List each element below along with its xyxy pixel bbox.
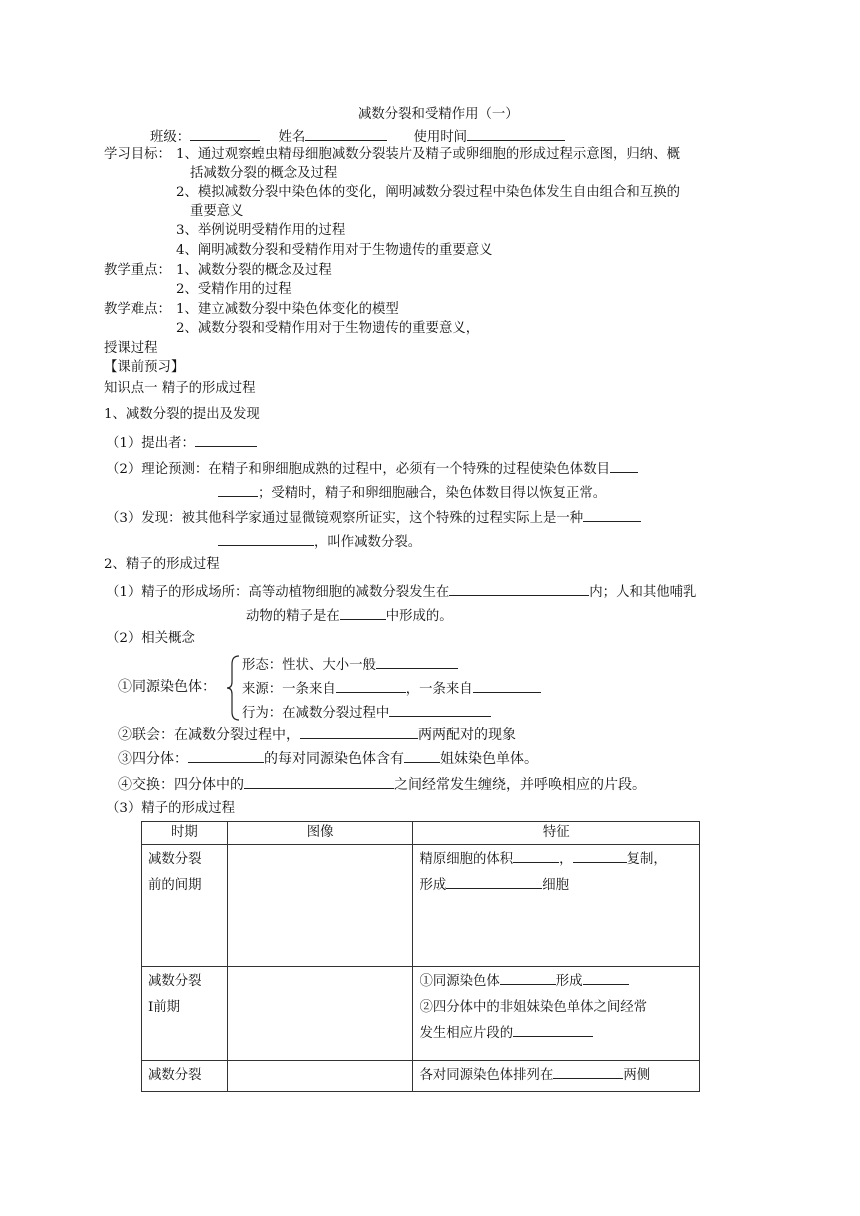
synapsis-text-b: 两两配对的现象 bbox=[418, 727, 516, 743]
section1-line3a bbox=[106, 507, 641, 528]
behavior-text: 行为：在减数分裂过程中 bbox=[242, 706, 390, 721]
feature-text: 形成 bbox=[419, 878, 447, 893]
source-text-b: ，一条来自 bbox=[405, 682, 473, 697]
section1-heading: 1、减数分裂的提出及发现 bbox=[104, 407, 260, 422]
table-row bbox=[142, 967, 700, 1061]
source-blank-a[interactable] bbox=[336, 678, 406, 693]
knowledge-point: 知识点一 精子的形成过程 bbox=[104, 381, 256, 396]
feature-text: 细胞 bbox=[542, 878, 569, 893]
image-cell[interactable] bbox=[227, 1061, 413, 1092]
homologous-label: ①同源染色体： bbox=[118, 679, 216, 695]
feature-text: ①同源染色体 bbox=[419, 974, 500, 989]
location-blank-a[interactable] bbox=[449, 581, 589, 596]
tetrad-text: ③四分体： bbox=[118, 751, 188, 767]
feature-text: 两侧 bbox=[623, 1068, 651, 1083]
process-heading: 授课过程 bbox=[104, 341, 158, 356]
key-point-1: 1、减数分裂的概念及过程 bbox=[176, 263, 332, 278]
section2-line1b bbox=[246, 605, 453, 626]
period-text: 前的间期 bbox=[148, 878, 202, 893]
image-cell[interactable] bbox=[227, 845, 413, 967]
feature-line bbox=[419, 969, 693, 995]
objective-2b: 重要意义 bbox=[190, 204, 244, 219]
tetrad-text-b: 的每对同源染色体含有 bbox=[264, 751, 404, 767]
synapsis-line bbox=[118, 724, 516, 744]
feature-text: 发生相应片段的 bbox=[419, 1026, 514, 1041]
feature-line bbox=[419, 1021, 693, 1047]
feature-text: 复制， bbox=[626, 852, 667, 867]
synapsis-text: ②联会：在减数分裂过程中， bbox=[118, 727, 300, 743]
shape-text: 形态：性状、大小一般 bbox=[242, 658, 376, 673]
tetrad-blank-a[interactable] bbox=[188, 748, 264, 763]
location-text: （1）精子的形成场所：高等动植物细胞的减数分裂发生在 bbox=[106, 585, 450, 600]
source-blank-b[interactable] bbox=[473, 678, 541, 693]
feature-line bbox=[419, 873, 693, 899]
feature-cell bbox=[413, 845, 700, 967]
discovery-text: （3）发现：被其他科学家通过显微镜观察所证实，这个特殊的过程实际上是一种 bbox=[106, 511, 584, 526]
header-period: 时期 bbox=[142, 822, 228, 845]
section1-line2a bbox=[106, 458, 638, 479]
location-text-c: 动物的精子是在 bbox=[246, 609, 340, 624]
preview-heading: 【课前预习】 bbox=[104, 360, 185, 375]
feature-blank[interactable] bbox=[573, 848, 627, 863]
class-blank[interactable] bbox=[190, 126, 260, 141]
tetrad-blank-b[interactable] bbox=[404, 748, 440, 763]
objective-2a: 2、模拟减数分裂中染色体的变化，阐明减数分裂过程中染色体发生自由组合和互换的 bbox=[176, 185, 680, 200]
objective-4: 4、阐明减数分裂和受精作用对于生物遗传的重要意义 bbox=[176, 243, 493, 258]
feature-line bbox=[419, 1063, 693, 1089]
section1-line1 bbox=[106, 432, 257, 453]
feature-blank[interactable] bbox=[553, 1064, 623, 1079]
period-text: Ⅰ前期 bbox=[148, 1000, 181, 1015]
formation-heading: （3）精子的形成过程 bbox=[106, 801, 236, 816]
crossover-blank[interactable] bbox=[244, 774, 394, 789]
homologous-behavior bbox=[242, 702, 491, 723]
feature-text: 形成 bbox=[555, 974, 583, 989]
header-image: 图像 bbox=[227, 822, 413, 845]
shape-blank[interactable] bbox=[376, 654, 458, 669]
tetrad-line bbox=[118, 748, 538, 768]
feature-line bbox=[419, 847, 693, 873]
feature-blank[interactable] bbox=[446, 874, 542, 889]
period-cell bbox=[142, 845, 228, 967]
crossover-text: ④交换：四分体中的 bbox=[118, 777, 244, 793]
theory-text-b: ；受精时，精子和卵细胞融合，染色体数目得以恢复正常。 bbox=[258, 486, 607, 501]
tetrad-text-c: 姐妹染色单体。 bbox=[440, 751, 538, 767]
table-row bbox=[142, 1061, 700, 1092]
section1-line3b bbox=[218, 531, 421, 552]
feature-text: 精原细胞的体积 bbox=[419, 852, 514, 867]
discovery-blank-b[interactable] bbox=[218, 531, 314, 546]
objective-1b: 括减数分裂的概念及过程 bbox=[190, 166, 338, 181]
name-blank[interactable] bbox=[305, 126, 387, 141]
page-title: 减数分裂和受精作用（一） bbox=[358, 107, 519, 122]
feature-cell bbox=[413, 1061, 700, 1092]
concepts-heading: （2）相关概念 bbox=[106, 631, 195, 646]
key-point-2: 2、受精作用的过程 bbox=[176, 282, 292, 297]
period-text: 减数分裂 bbox=[148, 974, 202, 989]
curly-brace-icon bbox=[226, 654, 242, 722]
objective-3: 3、举例说明受精作用的过程 bbox=[176, 223, 346, 238]
feature-cell bbox=[413, 967, 700, 1061]
table-row bbox=[142, 845, 700, 967]
proposer-label: （1）提出者： bbox=[106, 436, 195, 451]
crossover-line bbox=[118, 774, 646, 794]
header-line bbox=[150, 126, 565, 147]
difficult-point-2: 2、减数分裂和受精作用对于生物遗传的重要意义， bbox=[176, 321, 480, 336]
discovery-blank-a[interactable] bbox=[583, 507, 641, 522]
name-label: 姓名 bbox=[278, 130, 306, 145]
period-cell bbox=[142, 967, 228, 1061]
section1-line2b bbox=[218, 482, 606, 503]
sperm-formation-table bbox=[141, 821, 700, 1092]
difficult-point-1: 1、建立减数分裂中染色体变化的模型 bbox=[176, 302, 399, 317]
feature-blank[interactable] bbox=[513, 848, 559, 863]
period-text: 减数分裂 bbox=[148, 852, 202, 867]
image-cell[interactable] bbox=[227, 967, 413, 1061]
discovery-text-b: ，叫作减数分裂。 bbox=[314, 535, 422, 550]
period-text: 减数分裂 bbox=[148, 1068, 202, 1083]
feature-blank[interactable] bbox=[500, 970, 556, 985]
location-text-b: 内；人和其他哺乳 bbox=[589, 585, 697, 600]
location-blank-b[interactable] bbox=[340, 605, 386, 620]
objective-1a: 1、通过观察蝗虫精母细胞减数分裂装片及精子或卵细胞的形成过程示意图，归纳、概 bbox=[176, 147, 680, 162]
period-cell bbox=[142, 1061, 228, 1092]
synapsis-blank[interactable] bbox=[300, 724, 418, 739]
homologous-shape bbox=[242, 654, 458, 675]
section2-line1 bbox=[106, 581, 696, 602]
time-blank[interactable] bbox=[467, 126, 565, 141]
proposer-blank[interactable] bbox=[195, 432, 257, 447]
theory-blank-a[interactable] bbox=[610, 458, 638, 473]
source-text-a: 来源：一条来自 bbox=[242, 682, 336, 697]
objectives-label: 学习目标： bbox=[104, 147, 171, 162]
table-header-row bbox=[142, 822, 700, 845]
crossover-text-b: 之间经常发生缠绕，并呼唤相应的片段。 bbox=[394, 777, 646, 793]
feature-blank[interactable] bbox=[513, 1022, 593, 1037]
feature-blank[interactable] bbox=[583, 970, 629, 985]
time-label: 使用时间 bbox=[413, 130, 468, 145]
class-label: 班级： bbox=[150, 130, 191, 145]
location-text-d: 中形成的。 bbox=[385, 609, 453, 624]
theory-text: （2）理论预测：在精子和卵细胞成熟的过程中，必须有一个特殊的过程使染色体数目 bbox=[106, 462, 610, 477]
theory-blank-b[interactable] bbox=[218, 482, 258, 497]
key-points-label: 教学重点： bbox=[104, 263, 171, 278]
homologous-source bbox=[242, 678, 541, 699]
header-feature: 特征 bbox=[413, 822, 700, 845]
feature-text: ， bbox=[559, 852, 573, 867]
difficult-points-label: 教学难点： bbox=[104, 302, 171, 317]
feature-line: ②四分体中的非姐妹染色单体之间经常 bbox=[419, 1000, 648, 1015]
feature-text: 各对同源染色体排列在 bbox=[419, 1068, 554, 1083]
section2-heading: 2、精子的形成过程 bbox=[104, 557, 220, 572]
behavior-blank[interactable] bbox=[389, 702, 491, 717]
